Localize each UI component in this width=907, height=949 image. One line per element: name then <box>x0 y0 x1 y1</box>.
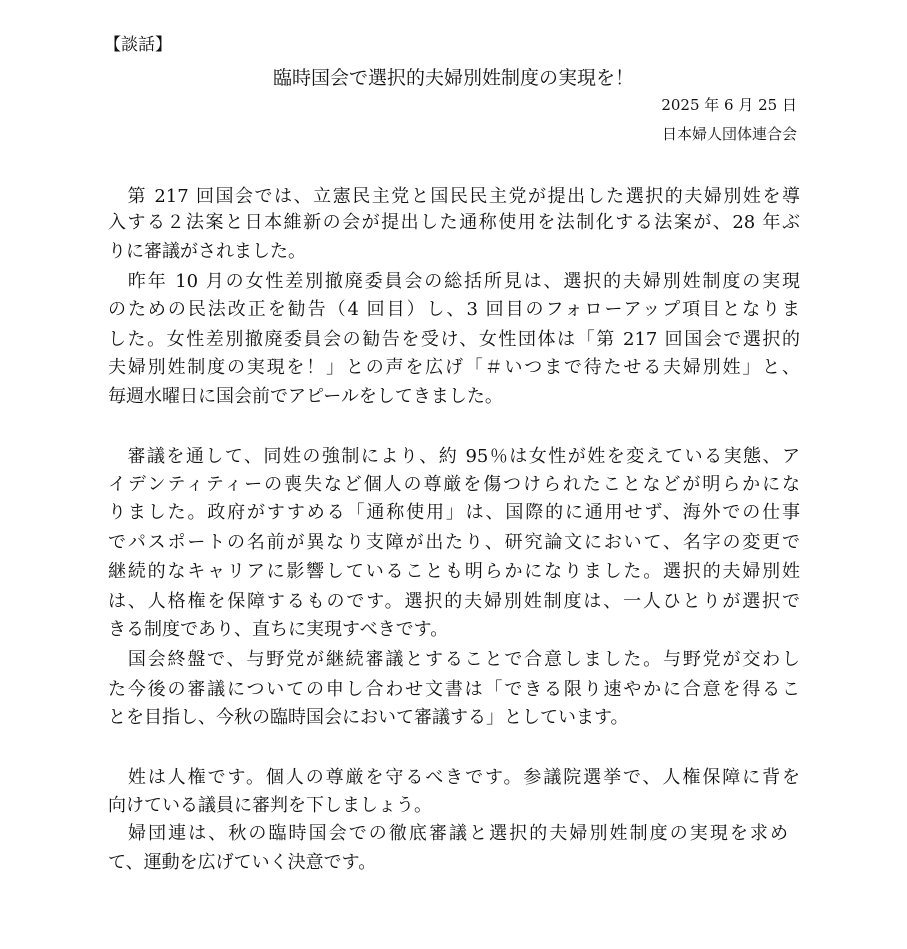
body-line: 向けている議員に審判を下しましょう。 <box>108 795 432 816</box>
body-line: りました。政府がすすめる「通称使用」は、国際的に通用せず、海外での仕事 <box>108 502 800 523</box>
body-line: 審議を通して、同姓の強制により、約 95％は女性が姓を変えている実態、ア <box>108 446 800 467</box>
body-line: 継続的なキャリアに影響していることも明らかになりました。選択的夫婦別姓 <box>108 561 800 582</box>
organization-name: 日本婦人団体連合会 <box>661 125 797 143</box>
body-line: 姓は人権です。個人の尊厳を守るべきです。参議院選挙で、人権保障に背を <box>108 767 800 788</box>
statement-label: 【談話】 <box>104 35 172 55</box>
body-line: イデンティティーの喪失など個人の尊厳を傷つけられたことなどが明らかにな <box>108 474 800 495</box>
body-line: でパスポートの名前が異なり支障が出たり、研究論文において、名字の変更で <box>108 532 800 553</box>
body-line: 夫婦別姓制度の実現を！」との声を広げ「＃いつまで待たせる夫婦別姓」と、 <box>108 357 800 378</box>
body-line: 国会終盤で、与野党が継続審議とすることで合意しました。与野党が交わし <box>108 649 800 670</box>
body-line: は、人格権を保障するものです。選択的夫婦別姓制度は、一人ひとりが選択で <box>108 591 800 612</box>
document-title: 臨時国会で選択的夫婦別姓制度の実現を！ <box>272 67 634 89</box>
body-line: て、運動を広げていく決意です。 <box>108 852 377 873</box>
body-line: 入する２法案と日本維新の会が提出した通称使用を法制化する法案が、28 年ぶ <box>108 212 800 233</box>
body-line: とを目指し、今秋の臨時国会において審議する」としています。 <box>108 707 629 728</box>
body-line: 第 217 回国会では、立憲民主党と国民民主党が提出した選択的夫婦別姓を導 <box>108 186 800 207</box>
body-line: りに審議がされました。 <box>108 241 306 262</box>
body-line: 毎週水曜日に国会前でアピールをしてきました。 <box>108 386 503 407</box>
body-line: した。女性差別撤廃委員会の勧告を受け、女性団体は「第 217 回国会で選択的 <box>108 329 800 350</box>
body-line: のための民法改正を勧告（4 回目）し、3 回目のフォローアップ項目となりま <box>108 299 800 320</box>
document-date: 2025 年 6 月 25 日 <box>661 96 797 114</box>
body-line: 婦団連は、秋の臨時国会での徹底審議と選択的夫婦別姓制度の実現を求め <box>108 823 788 844</box>
body-line: 昨年 10 月の女性差別撤廃委員会の総括所見は、選択的夫婦別姓制度の実現 <box>108 271 800 292</box>
body-line: た今後の審議についての申し合わせ文書は「できる限り速やかに合意を得るこ <box>108 679 800 700</box>
body-line: きる制度であり、直ちに実現すべきです。 <box>108 619 449 640</box>
